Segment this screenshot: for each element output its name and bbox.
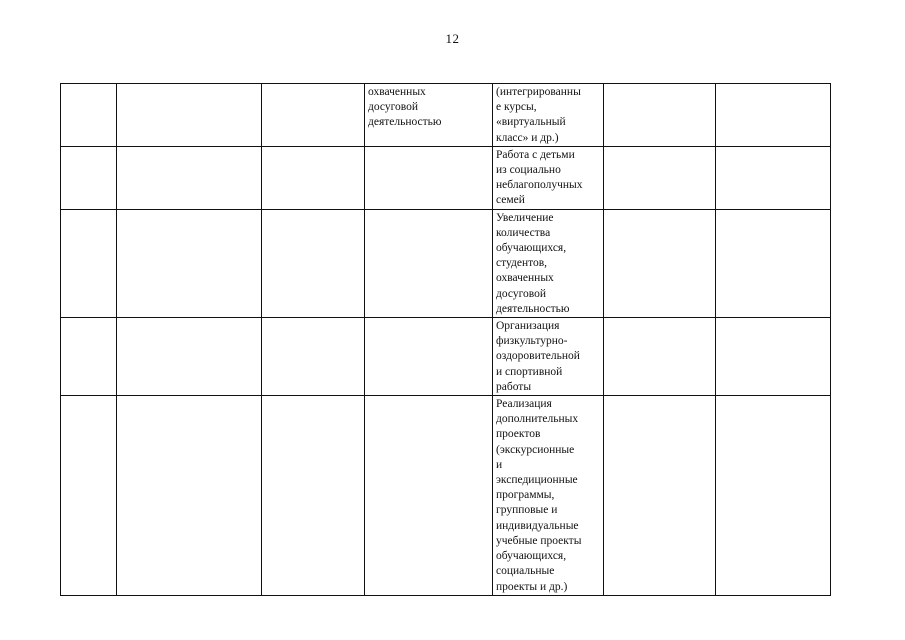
table-cell [262,396,365,596]
table-cell [262,146,365,209]
table-cell [604,396,716,596]
table-cell-activities: Организация физкультурно- оздоровительной и спортивной работы [493,318,604,396]
table-cell [604,209,716,317]
table-cell [262,84,365,147]
table-cell [117,209,262,317]
table-cell-results [365,318,493,396]
table-cell-results [365,209,493,317]
table-cell [61,146,117,209]
table-cell [61,318,117,396]
table-cell-activities: Реализация дополнительных проектов (экскурсионные и экспедиционные программы, групповые и индивидуальные учебные проекты обучающихся, социальные проекты и др.) [493,396,604,596]
table-cell [604,318,716,396]
table-row [61,146,831,209]
table-cell [61,396,117,596]
table-cell [716,396,831,596]
table-cell [117,396,262,596]
table-row [61,84,831,147]
table-cell-activities: Увеличение количества обучающихся, студентов, охваченных досуговой деятельностью [493,209,604,317]
table-cell [117,84,262,147]
table-cell [716,84,831,147]
document-table [60,83,831,596]
table-cell-results [365,146,493,209]
table-cell-results [365,396,493,596]
table-cell [117,146,262,209]
table-cell [716,318,831,396]
table-cell [604,146,716,209]
table-cell [61,209,117,317]
table-cell [61,84,117,147]
table-cell [262,209,365,317]
table-cell [117,318,262,396]
table-cell [716,209,831,317]
table-cell [262,318,365,396]
table-row [61,318,831,396]
table-cell-results: охваченных досуговой деятельностью [365,84,493,147]
table-cell-activities: Работа с детьми из социально неблагополучных семей [493,146,604,209]
table-cell-activities: (интегрированны е курсы, «виртуальный класс» и др.) [493,84,604,147]
page-number: 12 [445,31,460,46]
table-cell [604,84,716,147]
table-cell [716,146,831,209]
table-row [61,396,831,596]
table-row [61,209,831,317]
